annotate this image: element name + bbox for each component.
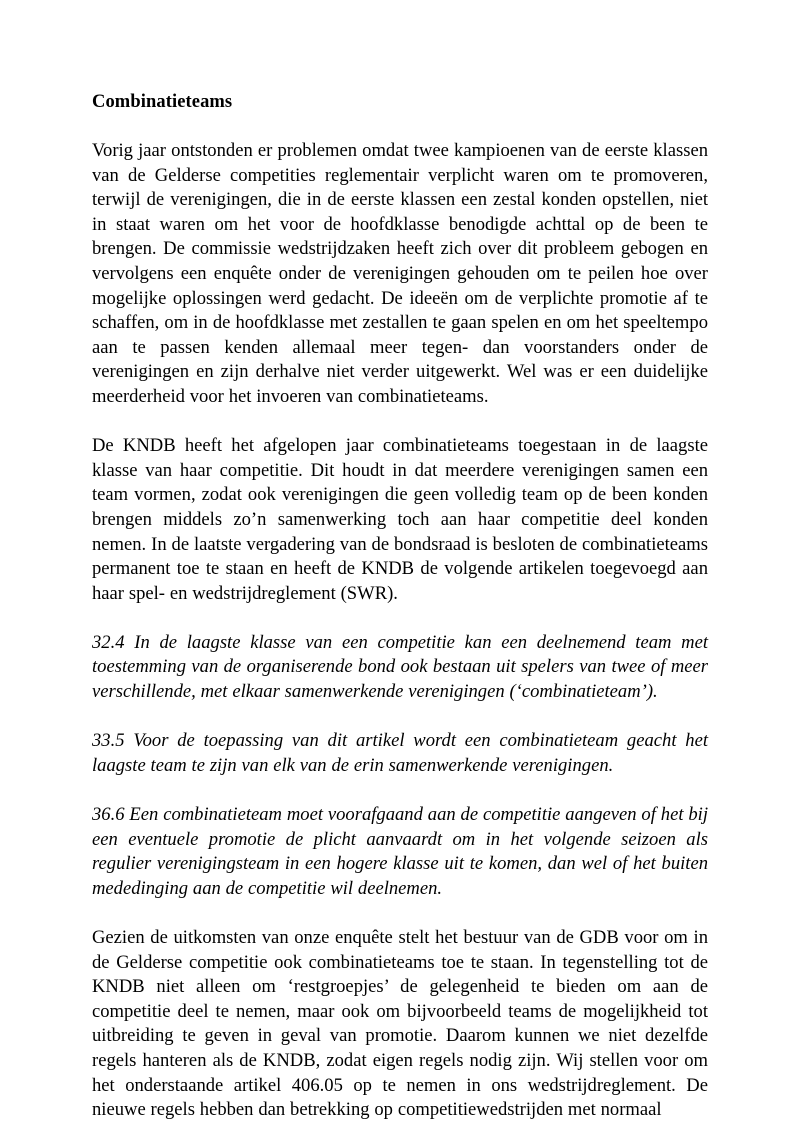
paragraph-gdb-proposal: Gezien de uitkomsten van onze enquête stelt het bestuur van de GDB voor om in de Gelderse competitie ook combinatieteams toe te staan. In tegenstelling tot de KNDB niet alleen om ‘restgroepjes’ de gelegenheid te bieden om aan de competitie deel te nemen, maar ook om bijvoorbeeld teams de mogelijkheid tot uitbreiding te geven in geval van promotie. Daarom kunnen we niet dezelfde regels hanteren als de KNDB, zodat eigen regels nodig zijn. Wij stellen voor om het onderstaande artikel 406.05 op te nemen in ons wedstrijdreglement. De nieuwe regels hebben dan betrekking op competitiewedstrijden met normaal (92, 927, 708, 1121)
document-text-block (92, 90, 708, 1123)
paragraph-article-33-5: 33.5 Voor de toepassing van dit artikel wordt een combinatieteam geacht het laagste team te zijn van elk van de erin samenwerkende verenigingen. (92, 730, 708, 776)
page-title: Combinatieteams (92, 92, 233, 112)
paragraph-article-32-4: 32.4 In de laagste klasse van een competitie kan een deelnemend team met toestemming van de organiserende bond ook bestaan uit spelers van twee of meer verschillende, met elkaar samenwerkende verenigingen (‘combinatieteam’). (92, 631, 708, 703)
paragraph-kndb-background: De KNDB heeft het afgelopen jaar combinatieteams toegestaan in de laagste klasse van haar competitie. Dit houdt in dat meerdere verenigingen samen een team vormen, zodat ook verenigingen die geen volledig team op de been konden brengen middels zo’n samenwerking toch aan haar competitie deel konden nemen. In de laatste vergadering van de bondsraad is besloten de combinatieteams permanent toe te staan en heeft de KNDB de volgende artikelen toegevoegd aan haar spel- en wedstrijdreglement (SWR). (92, 435, 708, 604)
paragraph-article-36-6: 36.6 Een combinatieteam moet voorafgaand aan de competitie aangeven of het bij een eventuele promotie de plicht aanvaardt om in het volgende seizoen als regulier verenigingsteam in een hogere klasse uit te komen, dan wel of het buiten mededinging aan de competitie wil deelnemen. (92, 804, 708, 899)
paragraph-intro: Vorig jaar ontstonden er problemen omdat twee kampioenen van de eerste klassen van de Gelderse competities reglementair verplicht waren om te promoveren, terwijl de verenigingen, die in de eerste klassen een zestal konden opstellen, niet in staat waren om het voor de hoofdklasse benodigde achttal op de been te brengen. De commissie wedstrijdzaken heeft zich over dit probleem gebogen en vervolgens een enquête onder de verenigingen gehouden om te peilen hoe over mogelijke oplossingen werd gedacht. De ideeën om de verplichte promotie af te schaffen, om in de hoofdklasse met zestallen te gaan spelen en om het speeltempo aan te passen kenden allemaal meer tegen- dan voorstanders onder de verenigingen en zijn derhalve niet verder uitgewerkt. Wel was er een duidelijke meerderheid voor het invoeren van combinatieteams. (92, 140, 708, 407)
